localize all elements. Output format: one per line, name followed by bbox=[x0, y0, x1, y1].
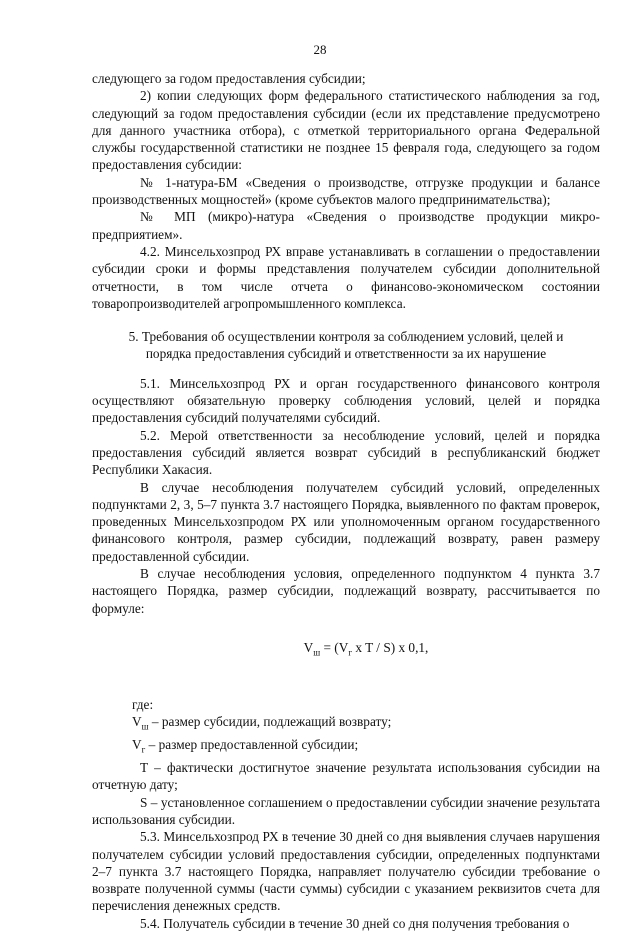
paragraph: В случае несоблюдения условия, определенного подпунктом 4 пункта 3.7 настоящего Порядка, размер субсидии, подлежащий возврату, рассчитывается по формуле: bbox=[92, 566, 600, 616]
formula-rhs-sub: г bbox=[348, 647, 353, 658]
where-label: где: bbox=[132, 696, 154, 712]
definition-text: – размер субсидии, подлежащий возврату; bbox=[148, 714, 392, 730]
section-heading-line: порядка предоставления субсидий и ответственности за их нарушение bbox=[145, 346, 547, 362]
paragraph: 5.4. Получатель субсидии в течение 30 дней со дня получения требования о bbox=[140, 915, 570, 931]
paragraph: № 1-натура-БМ «Сведения о производстве, отгрузке продукции и балансе производственных мощностей» (кроме субъектов малого предпринимательства); bbox=[92, 174, 600, 208]
definition: T – фактически достигнутое значение результата использования субсидии на отчетную дату; bbox=[92, 760, 600, 793]
formula-rest: x T / S) x 0,1, bbox=[352, 639, 429, 655]
paragraph: 2) копии следующих форм федерального статистического наблюдения за год, следующий за годом предоставления субсидии (если их представление предусмотрено для данного участника отбора), с отметкой территориального органа Федеральной службы государственной статистики не позднее 15 февраля года, следующего за годом предоставления субсидии: bbox=[92, 88, 600, 173]
definition-symbol-sub: г bbox=[141, 744, 146, 755]
formula-lhs: V bbox=[303, 639, 314, 655]
page-number: 28 bbox=[313, 42, 327, 57]
formula bbox=[132, 639, 600, 662]
paragraph: 5.1. Минсельхозпрод РХ и орган государственного финансового контроля осуществляют обязательную проверку соблюдения условий, целей и порядка предоставления субсидий получателями субсидий. bbox=[92, 375, 600, 426]
formula-lhs-sub: ш bbox=[313, 647, 321, 658]
section-heading bbox=[92, 328, 600, 363]
definition-symbol: V bbox=[132, 714, 142, 730]
section-heading-line: 5. Требования об осуществлении контроля за соблюдением условий, целей и bbox=[128, 329, 564, 345]
paragraph: 5.3. Минсельхозпрод РХ в течение 30 дней со дня выявления случаев нарушения получателем субсидии условий предоставления субсидии, определенных подпунктами 2–7 пункта 3.7 настоящего Порядка, направляет получателю субсидии требование о возврате полученной суммы (части суммы) субсидии с указанием реквизитов счета для перечисления денежных средств. bbox=[92, 829, 600, 914]
paragraph: 5.2. Мерой ответственности за несоблюдение условий, целей и порядка предоставления субсидий является возврат субсидий в республиканский бюджет Республики Хакасия. bbox=[92, 427, 600, 478]
paragraph: В случае несоблюдения получателем субсидий условий, определенных подпунктами 2, 3, 5–7 пункта 3.7 настоящего Порядка, выявленного по фактам проверок, проведенных Минсельхозпродом РХ или уполномоченным органом государственного финансового контроля, размер субсидии, подлежащий возврату, равен размеру предоставленной субсидии. bbox=[92, 479, 600, 564]
definition-text: – размер предоставленной субсидии; bbox=[145, 737, 359, 753]
definition bbox=[132, 736, 600, 759]
document-body bbox=[92, 70, 600, 932]
paragraph: № МП (микро)-натура «Сведения о производстве продукции микро-предприятием». bbox=[92, 209, 600, 242]
definition: S – установленное соглашением о предоставлении субсидии значение результата использования субсидии. bbox=[92, 794, 600, 827]
definition bbox=[132, 713, 600, 736]
paragraph: 4.2. Минсельхозпрод РХ вправе устанавливать в соглашении о предоставлении субсидии сроки и формы представления получателем субсидии дополнительной отчетности, в том числе отчета о финансово-экономическом состоянии товаропроизводителей агропромышленного комплекса. bbox=[92, 243, 600, 311]
definition-symbol: V bbox=[132, 737, 142, 753]
paragraph: следующего за годом предоставления субсидии; bbox=[92, 71, 366, 86]
formula-eq: = (V bbox=[320, 639, 349, 655]
definition-symbol-sub: ш bbox=[141, 721, 149, 732]
